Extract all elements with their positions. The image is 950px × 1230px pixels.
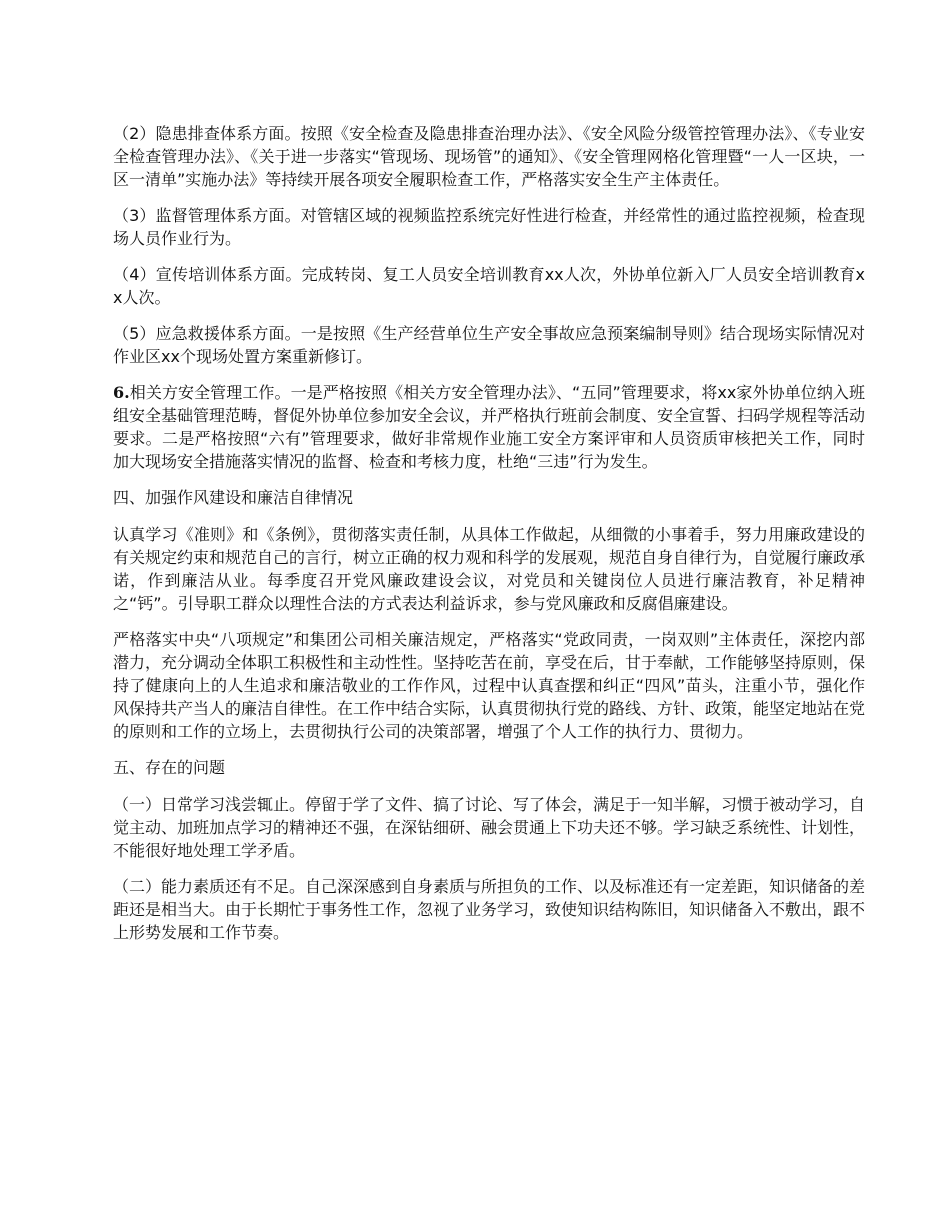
section-heading-conduct: 四、加强作风建设和廉洁自律情况 xyxy=(113,488,354,507)
paragraph-problem-ability: （二）能力素质还有不足。自己深深感到自身素质与所担负的工作、以及标准还有一定差距，知识储备的差距还是相当大。由于长期忙于事务性工作，忽视了业务学习，致使知识结构陈旧，知识储备入不敷出，跟不上形势发展和工作节奏。 xyxy=(113,877,866,942)
paragraph-training: （4）宣传培训体系方面。完成转岗、复工人员安全培训教育xx人次，外协单位新入厂人员安全培训教育xx人次。 xyxy=(113,265,865,307)
paragraph-supervision: （3）监督管理体系方面。对管辖区域的视频监控系统完好性进行检查，并经常性的通过监控视频，检查现场人员作业行为。 xyxy=(113,206,865,248)
paragraph-text: 相关方安全管理工作。一是严格按照《相关方安全管理办法》、“五同”管理要求，将xx家外协单位纳入班组安全基础管理范畴，督促外协单位参加安全会议，并严格执行班前会制度、安全宣誓、扫码学规程等活动要求。二是严格按照“六有”管理要求，做好非常规作业施工安全方案评审和人员资质审核把关工作，同时加大现场安全措施落实情况的监督、检查和考核力度，杜绝“三违”行为发生。 xyxy=(113,383,866,471)
paragraph-related-parties xyxy=(113,381,865,473)
paragraph-problem-study: （一）日常学习浅尝辄止。停留于学了文件、搞了讨论、写了体会，满足于一知半解，习惯于被动学习，自觉主动、加班加点学习的精神还不强，在深钻细研、融会贯通上下功夫还不够。学习缺乏系统性、计划性，不能很好地处理工学矛盾。 xyxy=(113,795,866,860)
section-heading-problems: 五、存在的问题 xyxy=(113,758,226,777)
document-body xyxy=(113,122,865,957)
paragraph-emergency: （5）应急救援体系方面。一是按照《生产经营单位生产安全事故应急预案编制导则》结合现场实际情况对作业区xx个现场处置方案重新修订。 xyxy=(113,324,865,366)
paragraph-study-rules: 认真学习《准则》和《条例》，贯彻落实责任制，从具体工作做起，从细微的小事着手，努力用廉政建设的有关规定约束和规范自己的言行，树立正确的权力观和科学的发展观，规范自身自律行为，自觉履行廉政承诺，作到廉洁从业。每季度召开党风廉政建设会议，对党员和关键岗位人员进行廉洁教育，补足精神之“钙”。引导职工群众以理性合法的方式表达利益诉求，参与党风廉政和反腐倡廉建设。 xyxy=(113,525,866,613)
paragraph-eight-rules: 严格落实中央“八项规定”和集团公司相关廉洁规定，严格落实“党政同责，一岗双则”主体责任，深挖内部潜力，充分调动全体职工积极性和主动性性。坚持吃苦在前，享受在后，甘于奉献，工作能够坚持原则，保持了健康向上的人生追求和廉洁敬业的工作作风，过程中认真查摆和纠正“四风”苗头，注重小节，强化作风保持共产当人的廉洁自律性。在工作中结合实际，认真贯彻执行党的路线、方针、政策，能坚定地站在党的原则和工作的立场上，去贯彻执行公司的决策部署，增强了个人工作的执行力、贯彻力。 xyxy=(113,630,866,741)
paragraph-number: 6. xyxy=(113,383,130,402)
paragraph-hazard-inspection: （2）隐患排查体系方面。按照《安全检查及隐患排查治理办法》、《安全风险分级管控管理办法》、《专业安全检查管理办法》、《关于进一步落实“管现场、现场管”的通知》、《安全管理网格化管理暨“一人一区块，一区一清单”实施办法》等持续开展各项安全履职检查工作，严格落实安全生产主体责任。 xyxy=(113,124,865,189)
